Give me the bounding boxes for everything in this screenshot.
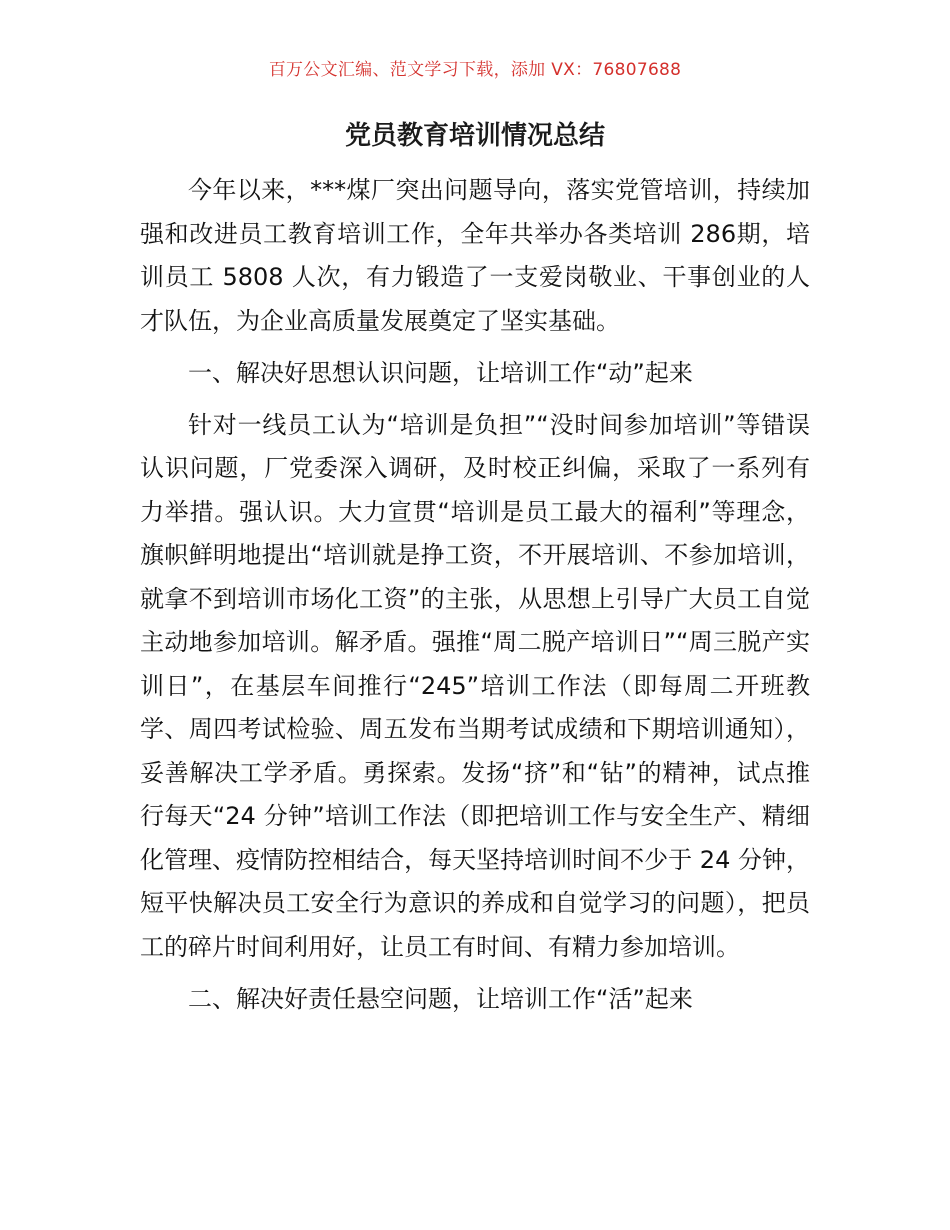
watermark-banner: 百万公文汇编、范文学习下载，添加 VX：76807688 — [268, 60, 682, 80]
document-body — [140, 169, 810, 1024]
section-1-heading: 一、解决好思想认识问题，让培训工作“动”起来 — [188, 359, 693, 387]
document-title: 党员教育培训情况总结 — [344, 121, 605, 151]
section-2-heading: 二、解决好责任悬空问题，让培训工作“活”起来 — [188, 985, 693, 1013]
intro-paragraph: 今年以来，***煤厂突出问题导向，落实党管培训，持续加强和改进员工教育培训工作，全年共举办各类培训 286期，培训员工 5808 人次，有力锻造了一支爱岗敬业、干事创业的人才队伍，为企业高质量发展奠定了坚实基础。 — [140, 176, 810, 335]
section-1-paragraph: 针对一线员工认为“培训是负担”“没时间参加培训”等错误认识问题，厂党委深入调研，及时校正纠偏，采取了一系列有力举措。强认识。大力宣贯“培训是员工最大的福利”等理念，旗帜鲜明地提出“培训就是挣工资，不开展培训、不参加培训，就拿不到培训市场化工资”的主张，从思想上引导广大员工自觉主动地参加培训。解矛盾。强推“周二脱产培训日”“周三脱产实训日”，在基层车间推行“245”培训工作法（即每周二开班教学、周四考试检验、周五发布当期考试成绩和下期培训通知），妥善解决工学矛盾。勇探索。发扬“挤”和“钻”的精神，试点推行每天“24 分钟”培训工作法（即把培训工作与安全生产、精细化管理、疫情防控相结合，每天坚持培训时间不少于 24 分钟，短平快解决员工安全行为意识的养成和自觉学习的问题），把员工的碎片时间利用好，让员工有时间、有精力参加培训。 — [140, 410, 810, 961]
